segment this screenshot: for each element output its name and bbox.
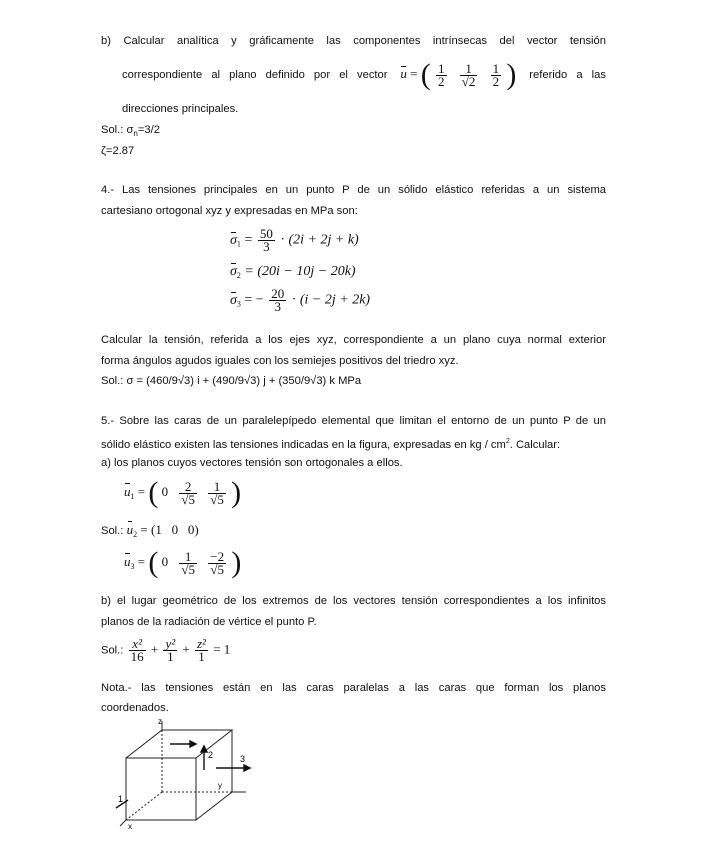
- sigma2-equation: $\sigma_2 = (20i - 10j - 20k)$: [230, 264, 356, 280]
- item-b-line2-post: referido a las: [529, 69, 606, 81]
- problem5-part-a: a) los planos cuyos vectores tensión son ortogonales a ellos.: [101, 457, 403, 469]
- stress-arrow-3-head: [244, 765, 250, 771]
- x-axis: [120, 820, 126, 826]
- cube-front-face: [126, 758, 196, 820]
- problem5-line1: 5.- Sobre las caras de un paralelepípedo elemental que limitan el entorno de un punto P de un: [101, 415, 606, 427]
- item-b-line3: direcciones principales.: [122, 103, 239, 115]
- u-equals: =: [410, 65, 418, 81]
- problem4-solution: Sol.: σ = (460/9√3) i + (490/9√3) j + (350/9√3) k MPa: [101, 375, 362, 387]
- item-b-line1: b) Calcular analítica y gráficamente las componentes intrínsecas del vector tensión: [101, 35, 606, 47]
- sigma1-equation: $\sigma_1$ = $\frac{50}{3}$ · (2i + 2j + k): [230, 226, 359, 254]
- problem4-line4: forma ángulos agudos iguales con los semiejes positivos del triedro xyz.: [101, 355, 459, 367]
- right-paren: ): [506, 58, 517, 91]
- problem4-line3: Calcular la tensión, referida a los ejes xyz, correspondiente a un plano cuya normal exterior: [101, 334, 606, 346]
- x-axis-label: x: [128, 822, 132, 830]
- stress-label-2: 2: [208, 750, 214, 760]
- problem5-part-b-line1: b) el lugar geométrico de los extremos de los vectores tensión correspondientes a los infinitos: [101, 595, 606, 607]
- ellipsoid-equation: Sol.: $\frac{\text{x²}}{16}$ + $\frac{\text{y²}}{1}$ + $\frac{\text{z²}}{1}$ = 1: [101, 636, 231, 664]
- left-paren: (: [420, 58, 431, 91]
- y-axis-label: y: [218, 781, 222, 790]
- stress-label-3: 3: [240, 754, 246, 764]
- problem5-line2: sólido elástico existen las tensiones indicadas en la figura, expresadas en kg / $cm^2$. Calcular:: [101, 438, 561, 451]
- sigma3-equation: $\sigma_3$ = − $\frac{20}{3}$ · (i − 2j + 2k): [230, 286, 371, 314]
- nota-line1: Nota.- las tensiones están en las caras paralelas a las caras que forman los planos: [101, 682, 606, 694]
- item-b-line2-pre: correspondiente al plano definido por el vector: [122, 69, 388, 81]
- u-comp-3: $\frac{1}{2}$: [492, 60, 500, 89]
- z-axis-label: z: [158, 718, 162, 726]
- u2-equation: Sol.: $u_2 = (1$ 0 0): [101, 522, 199, 539]
- u-comp-2: $\frac{1}{√2}$: [461, 60, 476, 89]
- u3-equation: $u_3$ = ( 0 $\frac{1}{√5}$ $\frac{-2}{√5}$ ): [124, 546, 242, 579]
- u-vector-expression: [400, 60, 516, 90]
- hidden-edge-diagonal: [126, 792, 162, 820]
- problem4-line2: cartesiano ortogonal xyz y expresadas en MPa son:: [101, 205, 358, 217]
- stress-arrow-top-head: [190, 741, 196, 747]
- problem4-line1: 4.- Las tensiones principales en un punto P de un sólido elástico referidas a un sistema: [101, 184, 606, 196]
- problem5-part-b-line2: planos de la radiación de vértice el punto P.: [101, 616, 317, 628]
- stress-label-1: 1: [118, 794, 124, 804]
- stress-arrow-2-head: [201, 746, 207, 752]
- u-comp-1: $\frac{1}{2}$: [438, 60, 445, 89]
- item-b-line2: [101, 58, 606, 92]
- u1-equation: $u_1$ = ( 0 $\frac{2}{√5}$ $\frac{1}{√5}$ ): [124, 476, 242, 509]
- u-vector-label: u: [400, 65, 407, 81]
- item-b-solution-1: Sol.: $\sigma_n=3/2$: [101, 124, 160, 138]
- nota-line2: coordenados.: [101, 702, 169, 714]
- item-b-solution-2: ζ=2.87: [101, 145, 135, 157]
- parallelepiped-figure: [108, 718, 258, 830]
